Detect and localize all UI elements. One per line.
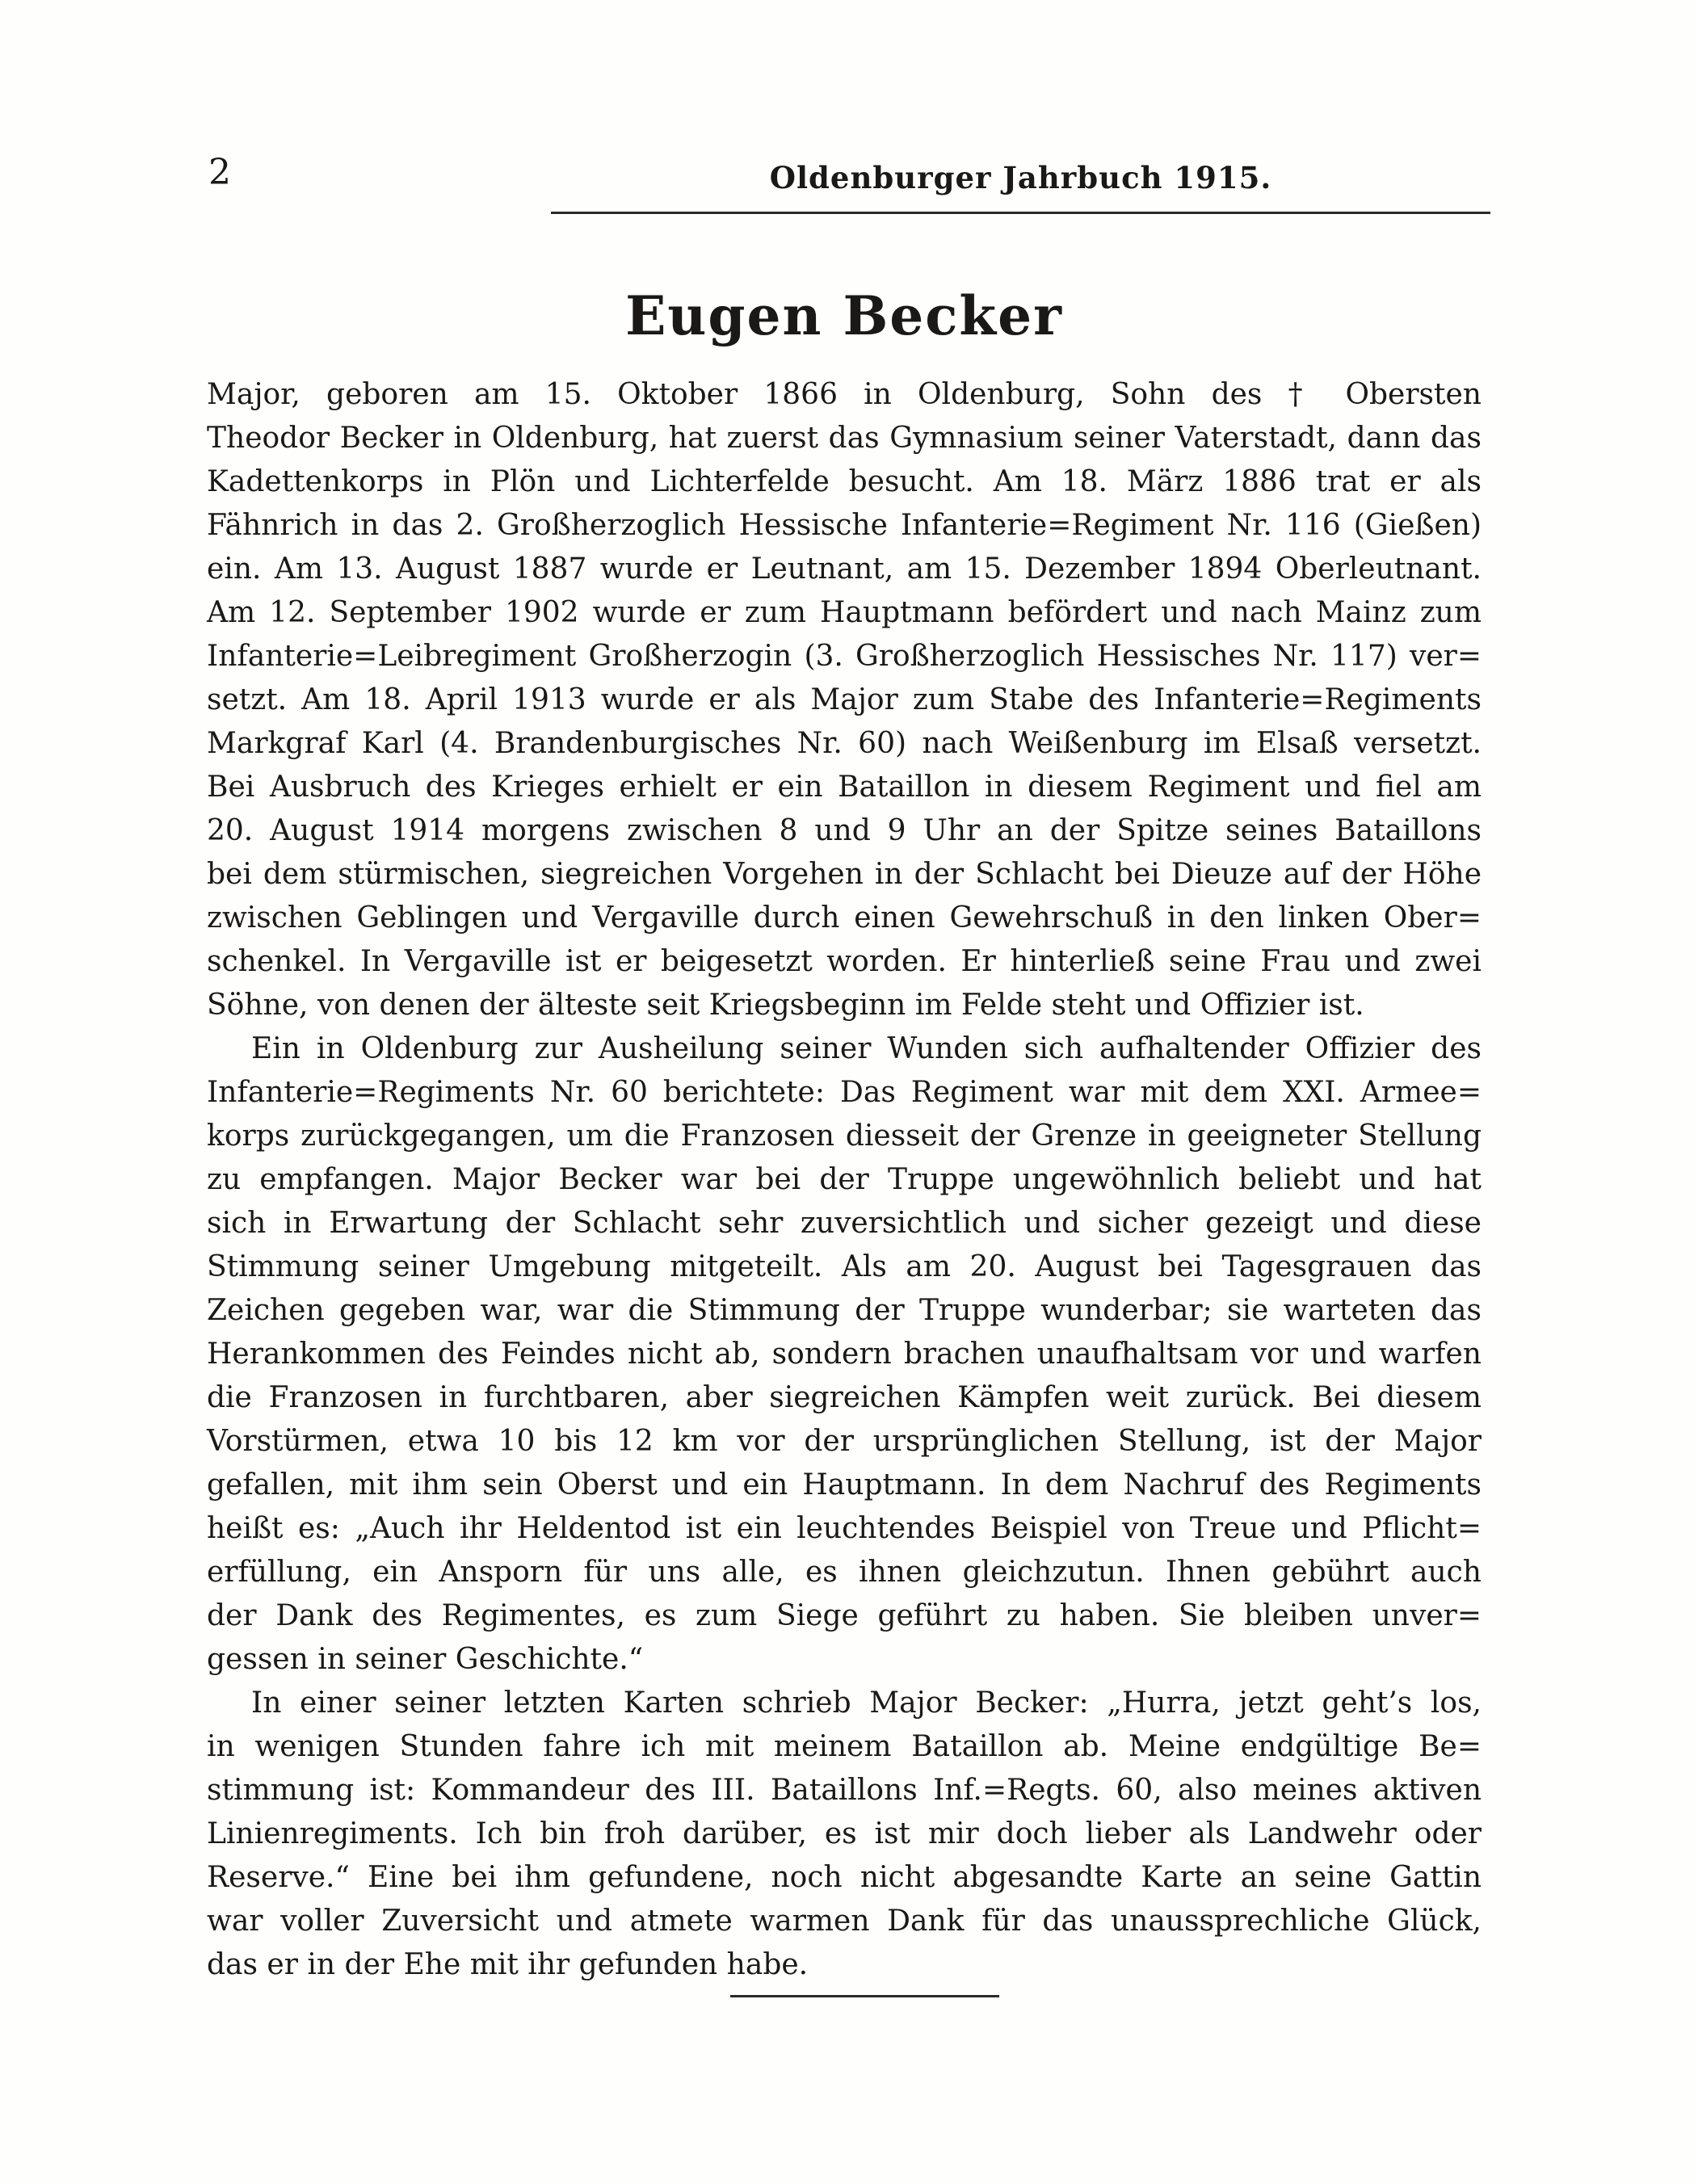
- text-line: Reserve.“ Eine bei ihm gefundene, noch nicht abgesandte Karte an seine Gattin: [207, 1861, 1482, 1894]
- text-line: der Dank des Regimentes, es zum Siege geführt zu haben. Sie bleiben unver=: [207, 1599, 1482, 1632]
- body-text: [207, 373, 1482, 1997]
- text-line: Vorstürmen, etwa 10 bis 12 km vor der ursprünglichen Stellung, ist der Major: [207, 1425, 1482, 1458]
- text-line: erfüllung, ein Ansporn für uns alle, es ihnen gleichzutun. Ihnen gebührt auch: [207, 1556, 1482, 1589]
- text-line: Markgraf Karl (4. Brandenburgisches Nr. 60) nach Weißenburg im Elsaß versetzt.: [207, 727, 1482, 760]
- text-line: ein. Am 13. August 1887 wurde er Leutnant, am 15. Dezember 1894 Oberleutnant.: [207, 552, 1482, 586]
- text-line: stimmung ist: Kommandeur des III. Bataillons Inf.=Regts. 60, also meines aktiven: [207, 1774, 1482, 1807]
- paragraph: [207, 373, 1482, 1027]
- text-line: Linienregiments. Ich bin froh darüber, es ist mir doch lieber als Landwehr oder: [207, 1817, 1482, 1850]
- text-line: Infanterie=Regiments Nr. 60 berichtete: Das Regiment war mit dem XXI. Armee=: [207, 1076, 1482, 1109]
- paragraph: [207, 1027, 1482, 1682]
- text-line: Zeichen gegeben war, war die Stimmung der Truppe wunderbar; sie warteten das: [207, 1294, 1482, 1327]
- text-line: das er in der Ehe mit ihr gefunden habe.: [207, 1948, 809, 1981]
- end-rule: [730, 1995, 999, 1997]
- text-line: bei dem stürmischen, siegreichen Vorgehen in der Schlacht bei Dieuze auf der Höhe: [207, 858, 1482, 891]
- text-line: in wenigen Stunden fahre ich mit meinem Bataillon ab. Meine endgültige Be=: [207, 1730, 1482, 1763]
- running-head: Oldenburger Jahrbuch 1915.: [769, 160, 1272, 195]
- header-rule: [551, 212, 1490, 214]
- text-line: sich in Erwartung der Schlacht sehr zuversichtlich und sicher gezeigt und diese: [207, 1207, 1482, 1240]
- text-line: Söhne, von denen der älteste seit Kriegsbeginn im Felde steht und Offizier ist.: [207, 989, 1364, 1022]
- text-line: gefallen, mit ihm sein Oberst und ein Hauptmann. In dem Nachruf des Regiments: [207, 1468, 1482, 1502]
- text-line: Major, geboren am 15. Oktober 1866 in Oldenburg, Sohn des † Obersten: [207, 378, 1482, 411]
- text-line: Theodor Becker in Oldenburg, hat zuerst das Gymnasium seiner Vaterstadt, dann das: [207, 422, 1482, 455]
- text-line: Kadettenkorps in Plön und Lichterfelde besucht. Am 18. März 1886 trat er als: [207, 465, 1482, 498]
- text-line: war voller Zuversicht und atmete warmen Dank für das unaussprechliche Glück,: [207, 1905, 1482, 1938]
- text-line: Stimmung seiner Umgebung mitgeteilt. Als am 20. August bei Tagesgrauen das: [207, 1250, 1482, 1283]
- text-line: Bei Ausbruch des Krieges erhielt er ein Bataillon in diesem Regiment und fiel am: [207, 771, 1482, 804]
- text-line: setzt. Am 18. April 1913 wurde er als Major zum Stabe des Infanterie=Regiments: [207, 683, 1482, 716]
- text-line: heißt es: „Auch ihr Heldentod ist ein leuchtendes Beispiel von Treue und Pflicht=: [207, 1512, 1482, 1545]
- text-line: 20. August 1914 morgens zwischen 8 und 9 Uhr an der Spitze seines Bataillons: [207, 814, 1482, 847]
- text-line: zu empfangen. Major Becker war bei der Truppe ungewöhnlich beliebt und hat: [207, 1163, 1482, 1196]
- text-line: schenkel. In Vergaville ist er beigesetzt worden. Er hinterließ seine Frau und zwei: [207, 945, 1482, 978]
- paragraph: [207, 1682, 1482, 1987]
- text-line: In einer seiner letzten Karten schrieb Major Becker: „Hurra, jetzt geht’s los,: [251, 1686, 1482, 1720]
- text-line: zwischen Geblingen und Vergaville durch einen Gewehrschuß in den linken Ober=: [207, 901, 1482, 934]
- text-line: Fähnrich in das 2. Großherzoglich Hessische Infanterie=Regiment Nr. 116 (Gießen): [207, 509, 1482, 542]
- article-title: Eugen Becker: [625, 284, 1063, 347]
- text-line: Ein in Oldenburg zur Ausheilung seiner Wunden sich aufhaltender Offizier des: [251, 1032, 1482, 1065]
- text-line: korps zurückgegangen, um die Franzosen diesseit der Grenze in geeigneter Stellung: [207, 1119, 1482, 1153]
- text-line: Am 12. September 1902 wurde er zum Hauptmann befördert und nach Mainz zum: [207, 596, 1482, 629]
- page-number: 2: [208, 152, 231, 193]
- text-line: Herankommen des Feindes nicht ab, sondern brachen unaufhaltsam vor und warfen: [207, 1338, 1482, 1371]
- text-line: die Franzosen in furchtbaren, aber siegreichen Kämpfen weit zurück. Bei diesem: [207, 1381, 1482, 1414]
- text-line: gessen in seiner Geschichte.“: [207, 1643, 644, 1676]
- text-line: Infanterie=Leibregiment Großherzogin (3. Großherzoglich Hessisches Nr. 117) ver=: [207, 640, 1482, 673]
